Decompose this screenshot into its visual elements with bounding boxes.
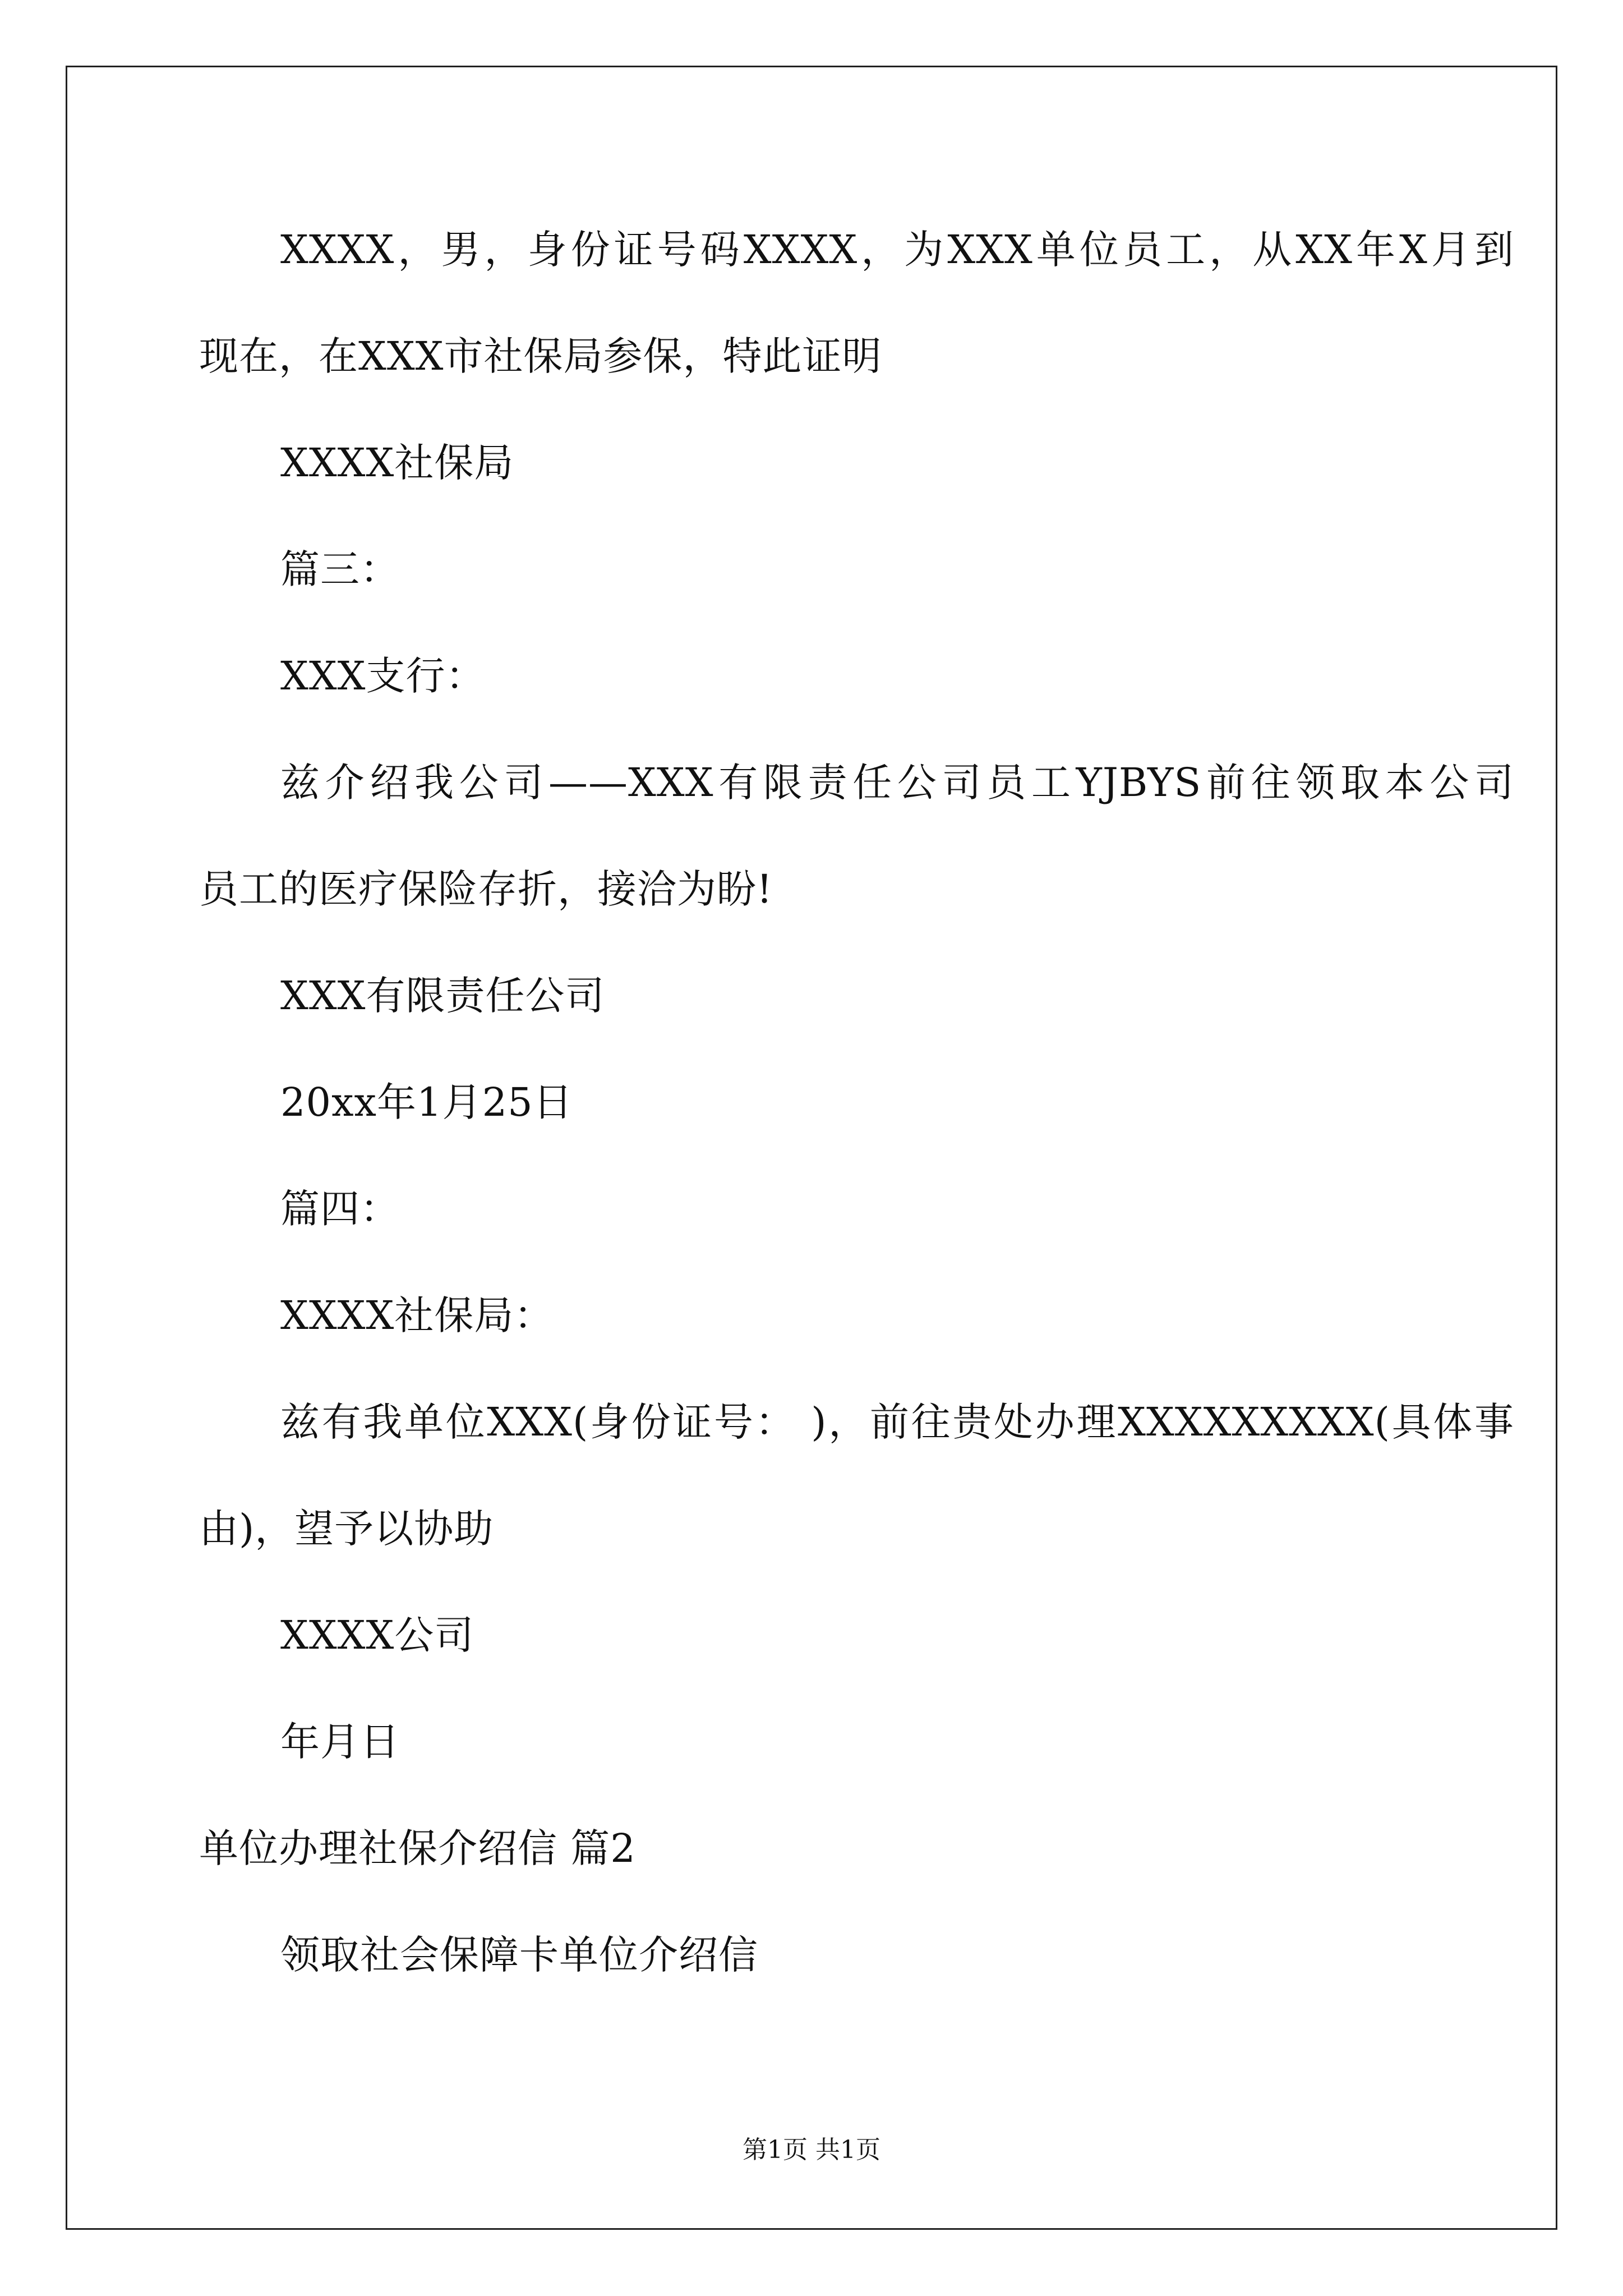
- paragraph-line: 员工的医疗保险存折，接洽为盼!: [199, 866, 773, 912]
- section-heading: 篇三：: [280, 546, 400, 592]
- section-heading: 篇四：: [280, 1186, 400, 1232]
- salutation-line: XXXX社保局：: [280, 1292, 554, 1338]
- paragraph-line: 现在，在XXX市社保局参保，特此证明: [199, 333, 882, 379]
- page-frame: [66, 66, 1557, 2230]
- section-title: 单位办理社保介绍信 篇2: [199, 1825, 636, 1871]
- page-footer: 第1页 共1页: [743, 2136, 880, 2164]
- signature-line: XXXX公司: [280, 1612, 474, 1658]
- paragraph-line: XXXX，男，身份证号码XXXX，为XXX单位员工，从XX年X月到: [280, 227, 1514, 273]
- paragraph-line: 兹介绍我公司——XXX有限责任公司员工YJBYS前往领取本公司: [280, 760, 1514, 806]
- salutation-line: XXX支行：: [280, 653, 486, 699]
- date-line: 20xx年1月25日: [280, 1079, 573, 1125]
- paragraph-line: 由)，望予以协助: [199, 1506, 494, 1552]
- date-line: 年月日: [280, 1719, 400, 1765]
- paragraph-line: 领取社会保障卡单位介绍信: [280, 1932, 758, 1978]
- signature-line: XXX有限责任公司: [280, 973, 605, 1019]
- signature-line: XXXX社保局: [280, 440, 514, 486]
- paragraph-line: 兹有我单位XXX(身份证号： )，前往贵处办理XXXXXXXXX(具体事: [280, 1399, 1514, 1445]
